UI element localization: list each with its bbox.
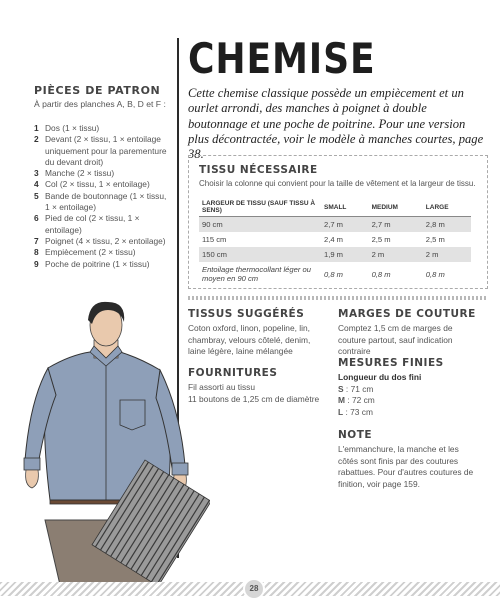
- fabric-cell: 2 m: [369, 247, 423, 262]
- fabric-box: [188, 155, 488, 289]
- fabric-cell: 2,7 m: [369, 217, 423, 233]
- notions-line: Fil assorti au tissu: [188, 382, 256, 392]
- fabric-cell: Entoilage thermocollant léger ou moyen en 90 cm: [202, 265, 311, 283]
- notions-line: 11 boutons de 1,25 cm de diamètre: [188, 393, 320, 404]
- piece-item: [34, 168, 170, 179]
- piece-number: 9: [34, 258, 39, 269]
- pieces-subheading: À partir des planches A, B, D et F :: [34, 99, 166, 109]
- fabric-table: [199, 198, 471, 286]
- piece-item: [34, 213, 170, 236]
- fabric-cell: 2,4 m: [324, 235, 343, 244]
- suggested-fabrics-heading: TISSUS SUGGÉRÉS: [188, 308, 305, 320]
- fabric-heading: TISSU NÉCESSAIRE: [199, 164, 318, 176]
- fabric-cell: 1,9 m: [321, 247, 369, 262]
- fabric-cell: 0,8 m: [324, 269, 343, 279]
- piece-item: [34, 179, 170, 190]
- back-length-label: Longueur du dos fini: [338, 372, 422, 382]
- piece-text: Empiècement (2 × tissu): [45, 247, 136, 258]
- finished-measurements: [338, 372, 478, 418]
- fabric-cell: 0,8 m: [425, 269, 445, 279]
- fabric-subheading: Choisir la colonne qui convient pour la taille de vêtement et la largeur de tissu.: [199, 179, 476, 188]
- shirt-illustration: [10, 300, 210, 585]
- fabric-row: [199, 232, 471, 247]
- measurement-row: M : 72 cm: [338, 395, 375, 406]
- piece-number: 6: [34, 213, 39, 224]
- fabric-column-header: LARGEUR DE TISSU (SAUF TISSU À SENS): [199, 198, 321, 217]
- piece-number: 4: [34, 179, 39, 190]
- page-number: 28: [243, 578, 265, 600]
- pieces-list: [34, 123, 170, 270]
- piece-text: Bande de boutonnage (1 × tissu, 1 × entoilage): [45, 190, 167, 213]
- measurement-row: S : 71 cm: [338, 383, 374, 394]
- piece-number: 3: [34, 168, 39, 179]
- piece-number: 1: [34, 123, 39, 133]
- fabric-row: [199, 247, 471, 262]
- fabric-cell: 2 m: [423, 247, 471, 262]
- seam-allowance-text: Comptez 1,5 cm de marges de couture partout, sauf indication contraire: [338, 323, 453, 357]
- fabric-row: [199, 262, 471, 286]
- fabric-cell: 115 cm: [202, 235, 227, 244]
- piece-text: Devant (2 × tissu, 1 × entoilage uniquement pour la parementure du devant droit): [45, 134, 167, 167]
- pieces-heading: PIÈCES DE PATRON: [34, 84, 161, 97]
- piece-item: [34, 259, 170, 270]
- measurement-row: L : 73 cm: [338, 406, 373, 417]
- page-title: CHEMISE: [188, 34, 376, 83]
- piece-text: Col (2 × tissu, 1 × entoilage): [45, 179, 150, 190]
- section-divider: [188, 296, 488, 300]
- note-heading: NOTE: [338, 429, 373, 441]
- fabric-cell: 90 cm: [199, 217, 321, 233]
- piece-item: [34, 123, 170, 134]
- seam-allowance-heading: MARGES DE COUTURE: [338, 308, 476, 320]
- fabric-cell: 0,8 m: [371, 269, 391, 279]
- fabric-column-header: SMALL: [321, 198, 369, 217]
- piece-number: 7: [34, 235, 39, 246]
- intro-text: Cette chemise classique possède un empiècement et un ourlet arrondi, des manches à poignet à double boutonnage et une poche de poitrine. Pour une version plus décontractée, voir le modèle à manches courtes, page 38.: [188, 86, 484, 162]
- piece-text: Manche (2 × tissu): [45, 168, 115, 179]
- fabric-table-header: [199, 198, 471, 217]
- piece-item: [34, 191, 170, 214]
- piece-number: 8: [34, 247, 39, 258]
- fabric-row: [199, 217, 471, 233]
- fabric-cell: 150 cm: [199, 247, 321, 262]
- piece-number: 5: [34, 190, 39, 201]
- piece-text: Poignet (4 × tissu, 2 × entoilage): [45, 235, 166, 246]
- fabric-cell: 2,5 m: [425, 235, 445, 244]
- fabric-cell: 2,8 m: [423, 217, 471, 233]
- fabric-cell: 2,7 m: [321, 217, 369, 233]
- fabric-column-header: LARGE: [423, 198, 471, 217]
- fabric-cell: 2,5 m: [371, 235, 391, 244]
- note-text: L'emmanchure, la manche et les côtés sont finis par des coutures rabattues. Pour d'autres coutures de finition, voir page 159.: [338, 444, 474, 489]
- piece-number: 2: [34, 134, 39, 145]
- fabric-column-header: MEDIUM: [369, 198, 423, 217]
- notions-heading: FOURNITURES: [188, 367, 278, 379]
- piece-text: Poche de poitrine (1 × tissu): [45, 258, 150, 269]
- finished-measurements-heading: MESURES FINIES: [338, 357, 444, 369]
- piece-item: [34, 236, 170, 247]
- piece-item: [34, 247, 170, 258]
- piece-item: [34, 134, 170, 168]
- suggested-fabrics-text: Coton oxford, linon, popeline, lin, chambray, velours côtelé, denim, laine légère, laine mélangée: [188, 323, 311, 357]
- piece-text: Pied de col (2 × tissu, 1 × entoilage): [45, 213, 140, 235]
- piece-text: Dos (1 × tissu): [45, 123, 100, 133]
